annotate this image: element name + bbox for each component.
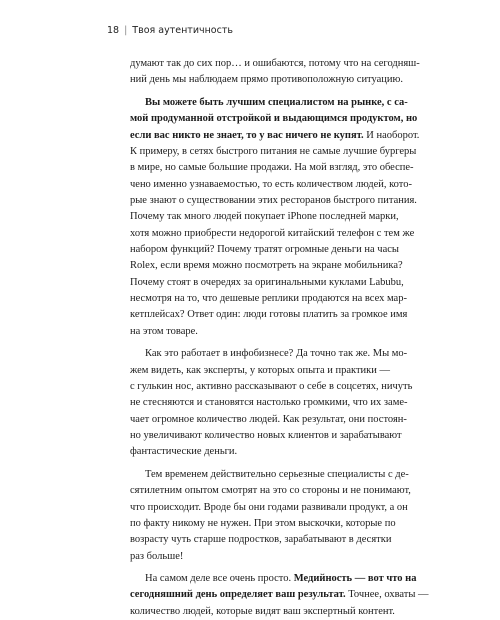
text-run: На самом деле все очень просто. — [145, 573, 294, 585]
text-line: Тем временем действительно серьезные специалисты с де- — [145, 468, 409, 480]
text-line: с гулькин нос, активно рассказывают о себе в соцсетях, ничуть — [130, 380, 413, 392]
text-line: жем видеть, как эксперты, у которых опыта и практики — — [130, 364, 391, 376]
text-line: сятилетним опытом смотрят на это со стороны и не понимают, — [130, 485, 411, 497]
running-header — [107, 25, 233, 36]
text-line: по факту никому не нужен. При этом выскочки, которые по — [130, 517, 396, 529]
text-line: чено именно узнаваемостью, то есть количеством людей, кото- — [130, 178, 412, 190]
text-line: рые знают о существовании этих ресторанов быстрого питания. — [130, 194, 417, 206]
page-number: 18 — [107, 25, 120, 36]
text-line: не стесняются и становятся настолько громкими, что их заме- — [130, 397, 408, 409]
text-run: И наоборот. — [363, 129, 420, 141]
text-line: Как это работает в инфобизнесе? Да точно так же. Мы мо- — [145, 348, 408, 360]
text-line: Вы можете быть лучшим специалистом на рынке, с са- — [145, 96, 408, 108]
text-line — [130, 128, 420, 144]
text-line: что происходит. Вроде бы они годами развивали продукт, а он — [130, 501, 408, 513]
bold-phrase: Медийность — вот что на — [293, 573, 417, 585]
bold-phrase: сегодняшний день определяет ваш результат. — [130, 589, 346, 601]
bold-phrase: если вас никто не знает, то у вас ничего не купят. — [130, 129, 364, 141]
text-line: хотя можно приобрести недорогой китайский телефон с тем же — [130, 227, 415, 239]
text-line: раз больше! — [130, 550, 184, 562]
text-line: количество людей, которые видят ваш экспертный контент. — [130, 605, 395, 617]
text-line: К примеру, в сетях быстрого питания не самые лучшие бургеры — [130, 145, 417, 157]
body-text — [130, 56, 429, 620]
text-line: возрасту чуть старше подростков, зарабатывают в десятки — [130, 534, 392, 546]
header-separator: | — [124, 25, 128, 36]
text-line: в мире, но самые большие продажи. На мой взгляд, это обеспе- — [130, 162, 414, 174]
text-line: набором функций? Почему тратят огромные деньги на часы — [130, 243, 399, 255]
text-line: чает огромное количество людей. Как результат, они постоян- — [130, 413, 407, 425]
text-line: мой продуманной отстройкой и выдающимся продуктом, но — [130, 113, 418, 125]
text-line: кетплейсах? Ответ один: люди готовы платить за громкое имя — [130, 309, 408, 321]
text-line: ний день мы наблюдаем прямо противоположную ситуацию. — [130, 74, 403, 86]
text-run: Точнее, охваты — — [345, 589, 429, 601]
text-line: Почему стоят в очередях за оригинальными куклами Labubu, — [130, 276, 404, 288]
text-line: Rolex, если время можно посмотреть на экране мобильника? — [130, 260, 403, 272]
text-line: несмотря на то, что дешевые реплики продаются на всех мар- — [130, 293, 407, 304]
chapter-title: Твоя аутентичность — [132, 25, 233, 36]
text-line: Почему так много людей покупает iPhone последней марки, — [130, 211, 399, 223]
text-line: но увеличивают количество новых клиентов и зарабатывают — [130, 429, 402, 441]
text-line: фантастические деньги. — [130, 446, 238, 458]
text-line — [130, 571, 417, 587]
text-line: думают так до сих пор… и ошибаются, потому что на сегодняш- — [130, 58, 420, 69]
text-line: на этом товаре. — [130, 325, 198, 337]
text-line — [130, 587, 429, 603]
